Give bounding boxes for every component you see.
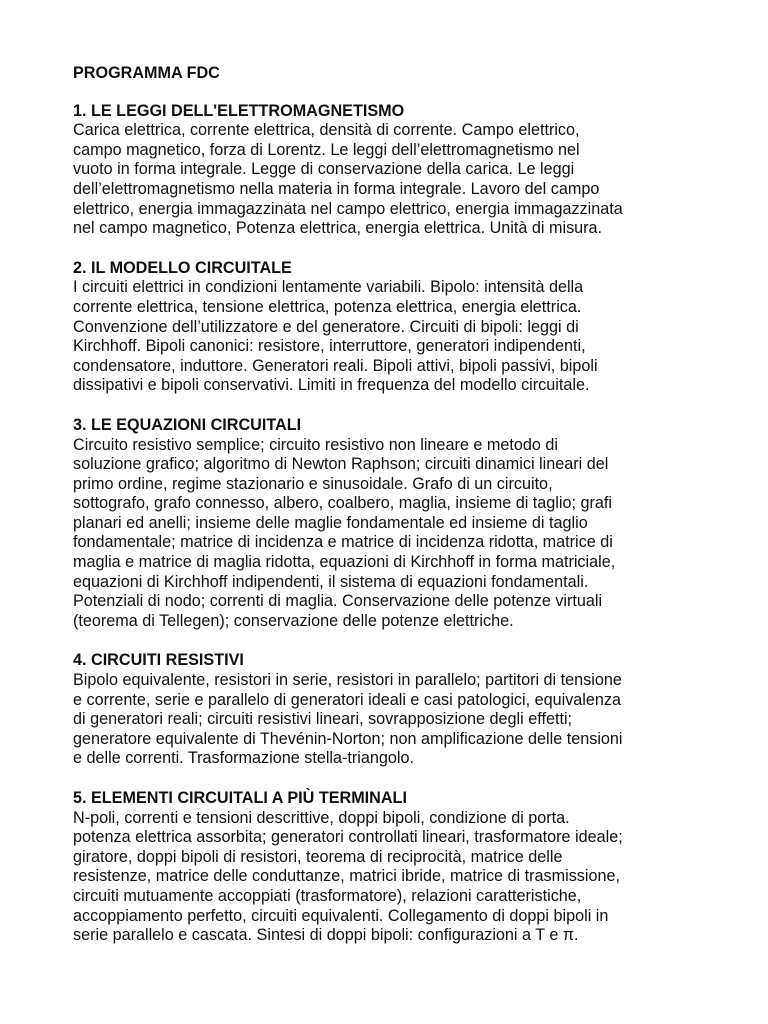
document-title: PROGRAMMA FDC bbox=[73, 64, 220, 82]
section-elettromagnetismo bbox=[73, 102, 728, 239]
section-body: Carica elettrica, corrente elettrica, densità di corrente. Campo elettrico, campo magnetico, forza di Lorentz. Le leggi dell’elettromagnetismo nel vuoto in forma integrale. Legge di conservazione della carica. Le leggi dell’elettromagnetismo nella materia in forma integrale. Lavoro del campo elettrico, energia immagazzinata nel campo elettrico, energia immagazzinata nel campo magnetico, Potenza elettrica, energia elettrica. Unità di misura. bbox=[73, 121, 623, 238]
section-body: Circuito resistivo semplice; circuito resistivo non lineare e metodo di soluzione grafico; algoritmo di Newton Raphson; circuiti dinamici lineari del primo ordine, regime stazionario e sinusoidale. Grafo di un circuito, sottografo, grafo connesso, albero, coalbero, maglia, insieme di taglio; grafi planari ed anelli; insieme delle maglie fondamentale ed insieme di taglio fondamentale; matrice di incidenza e matrice di incidenza ridotta, matrice di maglia e matrice di maglia ridotta, equazioni di Kirchhoff in forma matriciale, equazioni di Kirchhoff indipendenti, il sistema di equazioni fondamentali. Potenziali di nodo; correnti di maglia. Conservazione delle potenze virtuali (teorema di Tellegen); conservazione delle potenze elettriche. bbox=[73, 435, 616, 630]
section-elementi-piu-terminali bbox=[73, 789, 728, 946]
section-equazioni-circuitali bbox=[73, 416, 728, 632]
section-heading: 2. IL MODELLO CIRCUITALE bbox=[73, 258, 292, 277]
section-heading: 3. LE EQUAZIONI CIRCUITALI bbox=[73, 415, 302, 434]
section-circuiti-resistivi bbox=[73, 651, 728, 769]
section-body: N-poli, correnti e tensioni descrittive, doppi bipoli, condizione di porta. potenza elettrica assorbita; generatori controllati lineari, trasformatore ideale; giratore, doppi bipoli di resistori, teorema di reciprocità, matrice delle resistenze, matrice delle conduttanze, matrici ibride, matrice di trasmissione, circuiti mutuamente accoppiati (trasformatore), relazioni caratteristiche, accoppiamento perfetto, circuiti equivalenti. Collegamento di doppi bipoli in serie parallelo e cascata. Sintesi di doppi bipoli: configurazioni a T e π. bbox=[73, 808, 623, 945]
section-heading: 5. ELEMENTI CIRCUITALI A PIÙ TERMINALI bbox=[73, 789, 407, 807]
section-body: Bipolo equivalente, resistori in serie, resistori in parallelo; partitori di tensione e corrente, serie e parallelo di generatori ideali e casi patologici, equivalenza di generatori reali; circuiti resistivi lineari, sovrapposizione degli effetti; generatore equivalente di Thevénin-Norton; non amplificazione delle tensioni e delle correnti. Trasformazione stella-triangolo. bbox=[73, 671, 623, 768]
section-heading: 4. CIRCUITI RESISTIVI bbox=[73, 651, 244, 670]
section-heading: 1. LE LEGGI DELL'ELETTROMAGNETISMO bbox=[73, 101, 405, 120]
section-body: I circuiti elettrici in condizioni lentamente variabili. Bipolo: intensità della corrente elettrica, tensione elettrica, potenza elettrica, energia elettrica. Convenzione dell’utilizzatore e del generatore. Circuiti di bipoli: leggi di Kirchhoff. Bipoli canonici: resistore, interruttore, generatori indipendenti, condensatore, induttore. Generatori reali. Bipoli attivi, bipoli passivi, bipoli dissipativi e bipoli conservativi. Limiti in frequenza del modello circuitale. bbox=[73, 278, 598, 395]
section-modello-circuitale bbox=[73, 259, 728, 396]
